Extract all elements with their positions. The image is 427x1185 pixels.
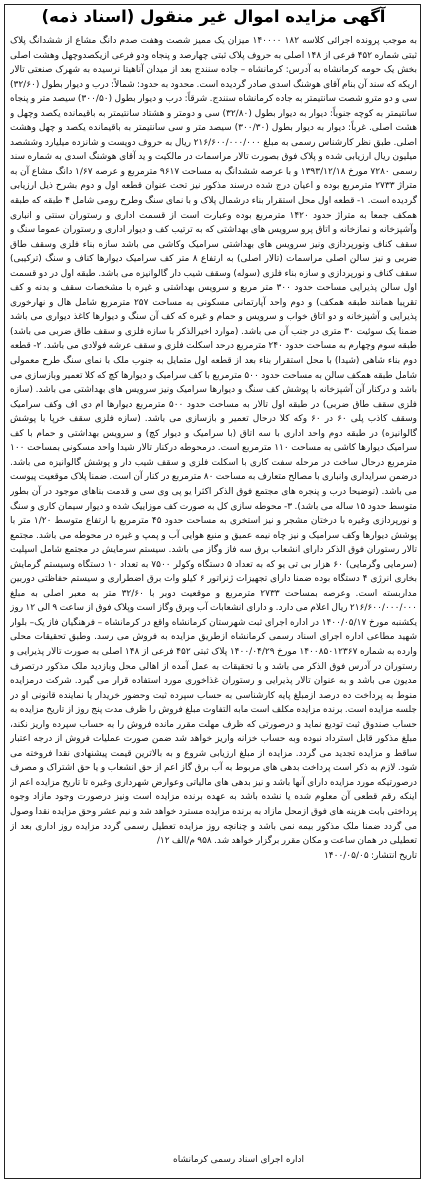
issuer-signature: اداره اجرای اسناد رسمی کرمانشاه (173, 1155, 304, 1165)
notice-paragraph: به موجب پرونده اجرائی کلاسه ۱۸۲ ۱۴۰۰۰۰ میزان یک ممیز شصت وهفت صدم دانگ مشاع از ششدانگ پلاک ثبتی شماره ۴۵۲ فرعی از ۱۴۸ اصلی به حروف پلاک ثبتی چهارصد و پنجاه ودو فرعی ازیکصدوچهل وهشت اصلی بخش یک حومه کرمانشاه به آدرس: کرمانشاه – جاده سنندج بعد از میدان آناهیتا نرسیده به شهرک صنعتی تالار اریکه که سند آن بنام آقای هوشنگ اسدی صادر گردیده است. محدود به حدود: شمالاً: درب و دیوار بطول (۳۲/۶۰) سی و دو مترو شصت سانتیمتر به جاده کرمانشاه سنندج. شرقاً: درب و دیوار بطول (۳۰۰/۵۰) سیصد متر و پنجاه سانتیمتر به کوچه جنوباً: دیوار به دیوار بطول (۳۲/۸۰) سی و دومتر و هشتاد سانتیمتر به باقیمانده یکصد وچهل و هشت اصلی. غرباً: دیوار به دیوار بطول (۳۰۰/۳۰) سیصد متر و سی سانتیمتر به باقیمانده یکصد و چهل وهشت اصلی. طبق نظر کارشناس رسمی به مبلغ ۲۱۶/۶۰۰/۰۰۰/۰۰۰ ریال به حروف دویست و شانزده میلیارد وششصد میلیون ریال ارزیابی شده و پلاک فوق بصورت تالار مراسمات در مالکیت و ید آقای هوشنگ اسدی به شماره سند رسمی ۷۲۸۰ مورخ ۱۳۹۳/۱۲/۱۸ و با عرصه ششدانگ به مساحت ۹۶۱۷ مترمربع و عرصه ۱/۶۷ دانگ مشاع آن به متراژ ۲۷۳۳ مترمربع بوده و اعیان درج شده درسند مذکور نیز تحت عنوان قطعه اول و دوم بشرح ذیل ارزیابی گردیده است. ۱- قطعه اول محل استقرار بناء درشمال پلاک و با نمای سنگ وطرح رومی شامل ۴ طبقه که طبقه همکف جمعا به متراژ حدود ۱۴۲۰ مترمربع بوده وعبارت است از قسمت اداری و رستوران سنتی و انباری وآشپزخانه و نمازخانه و اتاق پرو سرویس های بهداشتی که به ترتیب کف و دیوار اداری و رستوران عموما سنگ و سقف کناف ونورپردازی ونیز سرویس های بهداشتی سرامیک وکاشی می باشد سازه بناء فلزی وسقف طاق ضربی و نیز سالن اصلی مراسمات (تالار اصلی) به ارتفاع ۸ متر کف سرامیک دیوارها کناف و سنگ (ترکیبی) سقف کناف و نورپردازی و سازه بناء فلزی (سوله) وسقف شیب دار گالوانیزه می باشد. طبقه اول در دو قسمت اول سالن پذیرایی مساحت حدود ۳۰۰ متر مربع و سرویس بهداشتی و غیره با مشخصات سقف و بدنه و کف تقریبا همانند طبقه همکف) و دوم واحد آپارتمانی مسکونی به مساحت ۲۵۷ مترمربع شامل هال و نهارخوری پذیرایی و آشپزخانه و دو اتاق خواب و سرویس و حمام و غیره که کف آن سنگ و دیوارها کاغذ دیواری می باشد ضمنا یک سوئیت ۳۰ متری در جنب آن می باشد. (موارد اخیرالذکر با سازه فلزی و سقف طاق ضربی می باشد) طبقه سوم وچهارم به مساحت حدود ۲۴۰ مترمربع درحد اسکلت فلزی و سقف عرشه فولادی می باشد. ۲- قطعه دوم بناء شاهی (شیدا) با محل استقرار بناء بعد از قطعه اول متمایل به جنوب ملک با نمای سنگ طرح معمولی شامل طبقه همکف سالن به مساحت حدود ۵۰۰ مترمربع با کف سرامیک و دیوارها کچ که کلا تعمیر وبازسازی می باشد و درکنار آن آشپزخانه با پوشش کف سنگ و دیوارها سرامیک ونیز سرویس های بهداشتی می باشد. (سازه فلزی سقف طاق ضربی) در طبقه اول تالار به مساحت حدود ۵۰۰ مترمربع دیوارها ام دی اف وکف سرامیک وسقف کاذب پلی ۶۰ در ۶۰ وکه کلا درحال تعمیر و بازسازی می باشد. (سازه فلزی سقف خرپا با پوشش گالوانیزه) در طبقه دوم واحد اداری با سه اتاق (با سرامیک و دیوار کچ) و سرویس بهداشتی و حمام با کف سرامیک دیوارها کاشی به مساحت ۱۱۰ مترمربع است. درمحوطه درکنار تالار شیدا واحد مسکونی بمساحت ۱۰۰ مترمربع درحال ساخت در مرحله سفت کاری با اسکلت فلزی و سقف شیب دار و پوشش گالوانیزه می باشد. درضمن سرایداری وانباری با مصالح متعارف به مساحت ۸۰ مترمربع در کنار آن است. ضمنا پلاک موقعیت پیوست می باشد. (توضیحا درب و پنجره های مجتمع فوق الذکر اکثرا یو پی وی سی و قدمت بناهای موجود در آن بطور متوسط حدود ۱۵ ساله می باشد). ۳- محوطه سازی کل به صورت کف موزاییک شده و دیوار سیمان کاری و سنگ و نورپردازی وغیره با درختان مشجر و نیز استخری به مساحت حدود ۴۵ مترمربع با ارتفاع متوسط ۱/۲۰ متر با پوشش دیوارها وکف سرامیک و نیز چاه نیمه عمیق و منبع هوایی آب و پمپ و غیره در محوطه می باشد. مجتمع تالار رستوران فوق الذکر دارای انشعاب برق سه فاز وگاز می باشد. سیستم سرمایش در مجتمع شامل اسپلیت (سرمایی وگرمایی) ۶۰ هزار بی تی یو که به تعداد ۵ دستگاه وکولر ۷۵۰۰ به تعداد ۱۰ دستگاه وسیستم گرمایش بخاری انرژی ۴ دستگاه بوده ضمنا دارای تجهیزات ژنراتور ۶ کیلو وات برق اضطراری و سیستم حفاظتی دوربین مداربسته است. وعرصه بمساحت ۲۷۳۳ مترمربع و موقعیت دوبر با ۳۲/۶۰ متر به معبر اصلی به مبلغ ۲۱۶/۶۰۰/۰۰۰/۰۰۰ ریال اعلام می دارد. و دارای انشعابات آب وبرق وگاز است وپلاک فوق از ساعت ۹ الی ۱۲ روز یکشنبه مورخ ۱۴۰۰/۰۵/۱۷ در اداره اجرای ثبت شهرستان کرمانشاه واقع در کرمانشاه – فرهنگیان فاز یک– بلوار شهید مطاعی اداره اجرای اسناد رسمی کرمانشاه ازطریق مزایده به فروش می رسد. وطبق تحقیقات محلی وارده به شماره ۱۴۰۰۸۵۰۱۲۳۶۷ مورخ ۱۴۰۰/۰۴/۲۹ پلاک ثبتی ۴۵۲ فرعی از ۱۴۸ اصلی به صورت تالار پذیرایی و رستوران در آدرس فوق الذکر می باشد و با تحقیقات به عمل آمده از اهالی محل وبازدید ملک مذکور درتصرف مدیون می باشد و به عنوان تالار پذیرایی و رستوران غذاخوری مورد استفاده قرار می گیرد. شرکت درمزایده منوط به پرداخت ده درصد ازمبلغ پایه کارشناسی به حساب سپرده ثبت وحضور خریدار یا نماینده قانونی او در جلسه مزایده است. برنده مزایده مکلف است مابه التفاوت مبلغ فروش را ظرف مدت پنج روز از تاریخ مزایده به حساب صندوق ثبت تودیع نماید و درصورتی که ظرف مهلت مقرر مانده فروش را به حساب سپرده واریز نکند، مبلغ مذکور قابل استرداد نبوده وبه حساب خزانه واریز خواهد شد ضمن صورت عملیات فروش از درجه اعتبار ساقط و مزایده تجدید می گردد. مزایده از مبلغ ارزیابی شروع و به بالاترین قیمت پیشنهادی نقدا فروخته می شود. لازم به ذکر است پرداخت بدهی های مربوط به آب برق گاز اعم از حق انشعاب و یا حق اشتراک و مصرف درصورتیکه مورد مزایده دارای آنها باشد و نیز بدهی های مالیاتی وعوارض شهرداری وغیره تا تاریخ مزایده اعم از اینکه رقم قطعی آن معلوم شده یا نشده باشد به عهده برنده مزایده است ونیز درصورت وجود مازاد وجوه پرداختی بابت هزینه های فوق ازمحل مازاد به برنده مزایده مسترد خواهد شد و نیم عشر وحق مزایده نقدا وصول می گردد ضمنا ملک مذکور بیمه نمی باشد و چنانچه روز مزایده تعطیل رسمی گردد مزایده روز اداری بعد از تعطیلی در همان ساعت و مکان مقرر برگزار خواهد شد. ۹۵۸ م/الف ۱۲/ (10, 36, 417, 847)
notice-body (10, 34, 417, 1149)
publish-date: تاریخ انتشار: ۱۴۰۰/۰۵/۰۵ (323, 850, 417, 861)
notice-title: آگهی مزایده اموال غیر منقول (اسناد ذمه) (41, 7, 386, 26)
